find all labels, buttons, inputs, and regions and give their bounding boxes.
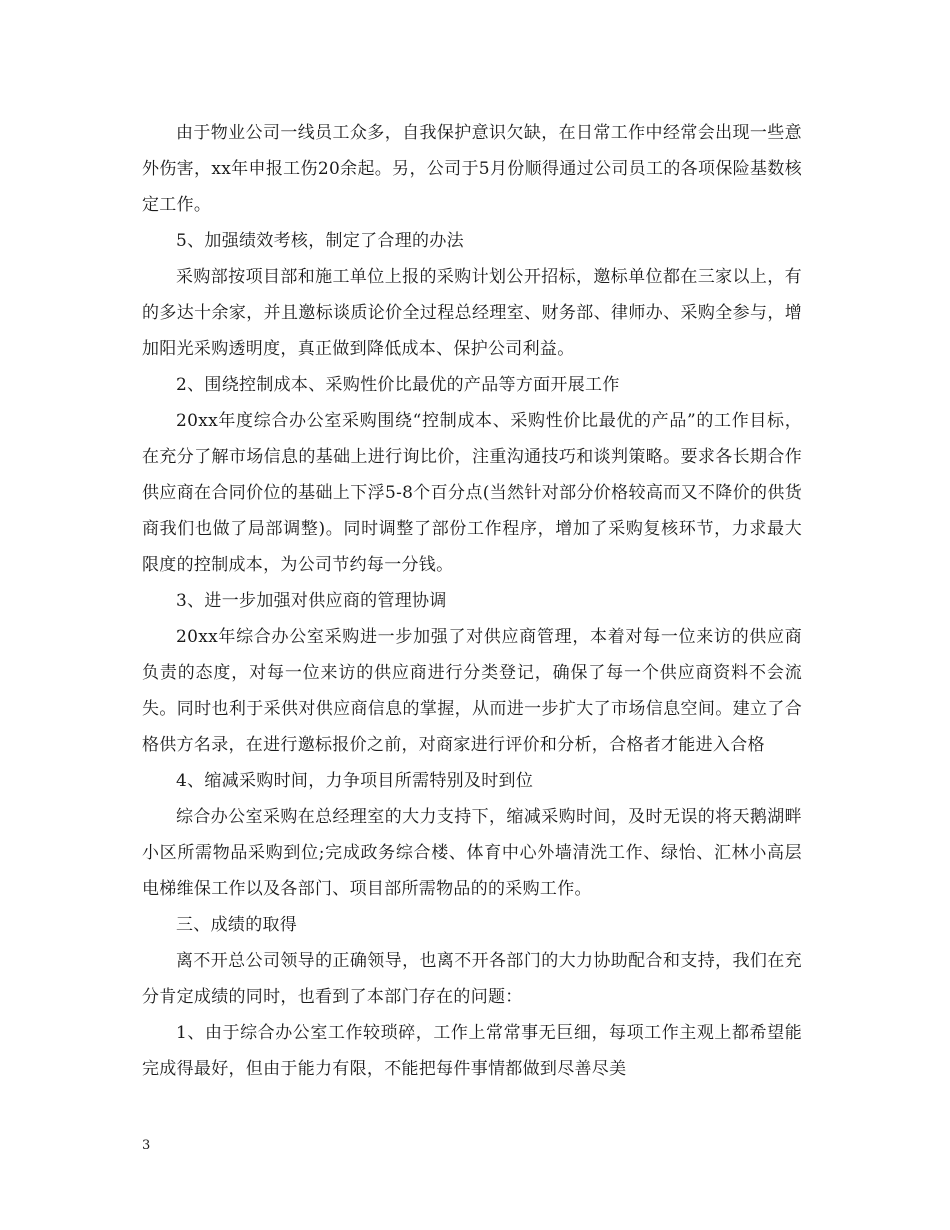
paragraph-supplier-management: 20xx年综合办公室采购进一步加强了对供应商管理，本着对每一位来访的供应商负责的态度，对每一位来访的供应商进行分类登记，确保了每一个供应商资料不会流失。同时也利于采供对供应商信息的掌握，从而进一步扩大了市场信息空间。建立了合格供方名录，在进行邀标报价之前，对商家进行评价和分析，合格者才能进入合格: [142, 627, 802, 755]
document-body: [142, 115, 802, 1087]
page-number: 3: [142, 1138, 151, 1153]
paragraph-achievements: 离不开总公司领导的正确领导，也离不开各部门的大力协助配合和支持，我们在充分肯定成绩的同时，也看到了本部门存在的问题：: [142, 951, 802, 1007]
paragraph-procurement-time: 综合办公室采购在总经理室的大力支持下，缩减采购时间，及时无误的将天鹅湖畔小区所需物品采购到位;完成政务综合楼、体育中心外墙清洗工作、绿怡、汇林小高层电梯维保工作以及各部门、项目部所需物品的的采购工作。: [142, 807, 802, 899]
heading-cost-control: 2、围绕控制成本、采购性价比最优的产品等方面开展工作: [176, 375, 620, 395]
paragraph-injury-insurance: 由于物业公司一线员工众多，自我保护意识欠缺，在日常工作中经常会出现一些意外伤害，xx年申报工伤20余起。另，公司于5月份顺得通过公司员工的各项保险基数核定工作。: [142, 123, 802, 215]
heading-procurement-time: 4、缩减采购时间，力争项目所需特别及时到位: [176, 771, 534, 791]
paragraph-cost-control: 20xx年度综合办公室采购围绕“控制成本、采购性价比最优的产品”的工作目标，在充分了解市场信息的基础上进行询比价，注重沟通技巧和谈判策略。要求各长期合作供应商在合同价位的基础上下浮5-8个百分点(当然针对部分价格较高而又不降价的供货商我们也做了局部调整)。同时调整了部份工作程序，增加了采购复核环节，力求最大限度的控制成本，为公司节约每一分钱。: [142, 411, 802, 575]
heading-achievements: 三、成绩的取得: [176, 915, 298, 935]
paragraph-procurement-bidding: 采购部按项目部和施工单位上报的采购计划公开招标，邀标单位都在三家以上，有的多达十余家，并且邀标谈质论价全过程总经理室、财务部、律师办、采购全参与，增加阳光采购透明度，真正做到降低成本、保护公司利益。: [142, 267, 802, 359]
heading-performance-assessment: 5、加强绩效考核，制定了合理的办法: [176, 231, 464, 251]
paragraph-problem-1: 1、由于综合办公室工作较琐碎，工作上常常事无巨细，每项工作主观上都希望能完成得最好，但由于能力有限，不能把每件事情都做到尽善尽美: [142, 1023, 802, 1079]
heading-supplier-management: 3、进一步加强对供应商的管理协调: [176, 591, 447, 611]
